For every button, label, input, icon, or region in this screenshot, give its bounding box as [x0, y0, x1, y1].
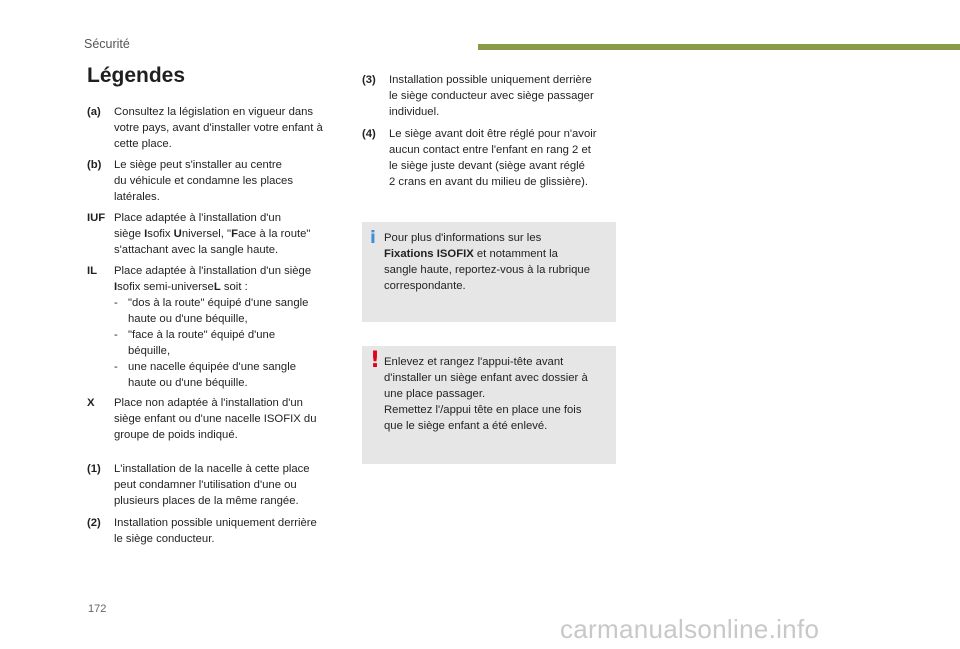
watermark: carmanualsonline.info: [560, 614, 820, 644]
legend-key: (3): [362, 74, 376, 86]
warning-box-text: Enlevez et rangez l'appui-tête avant d'installer un siège enfant avec dossier à une place passager. Remettez l'/appui tête en place une fois que le siège enfant a été enlevé.: [384, 356, 588, 432]
legend-key: IUF: [87, 212, 106, 224]
legend-key: (1): [87, 463, 101, 475]
legend-text: Installation possible uniquement derrière le siège conducteur.: [114, 517, 317, 545]
legend-key: (4): [362, 128, 376, 140]
info-icon: i: [370, 228, 376, 248]
legend-text: Place non adaptée à l'installation d'un siège enfant ou d'une nacelle ISOFIX du groupe de poids indiqué.: [114, 397, 317, 441]
header-accent-bar: [478, 44, 960, 50]
warning-icon: !: [370, 348, 381, 373]
legend-text: Le siège avant doit être réglé pour n'avoir aucun contact entre l'enfant en rang 2 et le siège juste devant (siège avant réglé 2 crans en avant du milieu de glissière).: [389, 128, 597, 188]
list-item: - "dos à la route" équipé d'une sangle haute ou d'une béquille,: [114, 297, 309, 325]
legend-key: (b): [87, 159, 102, 171]
legend-text: Place adaptée à l'installation d'un siège Isofix Universel, "Face à la route" s'attachant avec la sangle haute.: [114, 212, 311, 256]
legend-text: Installation possible uniquement derrière le siège conducteur avec siège passager individuel.: [389, 74, 594, 118]
legend-key: (a): [87, 106, 101, 118]
legend-text: Consultez la législation en vigueur dans votre pays, avant d'installer votre enfant à cette place.: [114, 106, 323, 150]
warning-box: [362, 346, 616, 464]
info-box-text: Pour plus d'informations sur les Fixations ISOFIX et notamment la sangle haute, reportez-vous à la rubrique correspondante.: [384, 232, 590, 292]
legend-text: Le siège peut s'installer au centre du véhicule et condamne les places latérales.: [114, 159, 293, 203]
legend-key: X: [87, 397, 95, 409]
section-title: Sécurité: [84, 37, 130, 51]
list-item: - "face à la route" équipé d'une béquille,: [114, 329, 276, 357]
info-box: [362, 222, 616, 322]
page-title: Légendes: [87, 64, 186, 87]
legend-text: L'installation de la nacelle à cette place peut condamner l'utilisation d'une ou plusieurs places de la même rangée.: [114, 463, 310, 507]
list-item: - une nacelle équipée d'une sangle haute ou d'une béquille.: [114, 361, 296, 389]
legend-key: IL: [87, 265, 98, 277]
legend-key: (2): [87, 517, 101, 529]
page-number: 172: [88, 603, 107, 615]
legend-text: Place adaptée à l'installation d'un siège Isofix semi-universeL soit : - "dos à la route" équipé d'une sangle haute ou d'une béquille, - "face à la route" équipé d'une béquille, - une nacelle équipée d'une sangle haute ou d'une béquille.: [114, 263, 336, 391]
